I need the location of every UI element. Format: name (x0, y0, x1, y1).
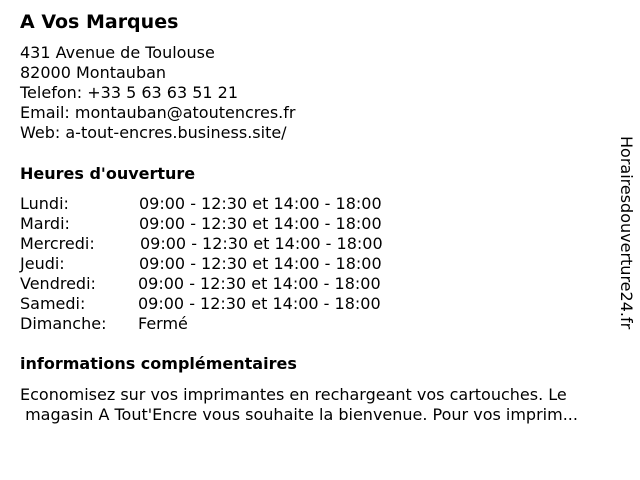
day-label: Samedi: (20, 294, 86, 313)
day-label: Lundi: (20, 194, 69, 213)
day-hours: 09:00 - 12:30 et 14:00 - 18:00 (139, 214, 382, 233)
day-hours: 09:00 - 12:30 et 14:00 - 18:00 (138, 274, 381, 293)
day-hours: 09:00 - 12:30 et 14:00 - 18:00 (139, 194, 382, 213)
site-watermark: Horairesdouverture24.fr (617, 136, 636, 330)
day-label: Jeudi: (20, 254, 65, 273)
info-heading: informations complémentaires (20, 354, 297, 373)
address-block (20, 43, 295, 143)
day-hours: Fermé (138, 314, 188, 333)
day-label: Dimanche: (20, 314, 107, 333)
day-label: Mercredi: (20, 234, 95, 253)
day-label: Mardi: (20, 214, 70, 233)
day-hours: 09:00 - 12:30 et 14:00 - 18:00 (138, 294, 381, 313)
business-name: A Vos Marques (20, 11, 179, 33)
day-hours: 09:00 - 12:30 et 14:00 - 18:00 (139, 254, 382, 273)
info-line: Economisez sur vos imprimantes en rechargeant vos cartouches. Le (20, 385, 567, 404)
day-hours: 09:00 - 12:30 et 14:00 - 18:00 (140, 234, 383, 253)
web-line: Web: a-tout-encres.business.site/ (20, 123, 287, 142)
street-address: 431 Avenue de Toulouse (20, 43, 215, 62)
email-line: Email: montauban@atoutencres.fr (20, 103, 296, 122)
info-description (20, 385, 635, 425)
phone-line: Telefon: +33 5 63 63 51 21 (20, 83, 239, 102)
postal-city: 82000 Montauban (20, 63, 167, 82)
hours-heading: Heures d'ouverture (20, 164, 196, 183)
info-line: magasin A Tout'Encre vous souhaite la bienvenue. Pour vos imprim... (20, 405, 578, 424)
day-label: Vendredi: (20, 274, 96, 293)
